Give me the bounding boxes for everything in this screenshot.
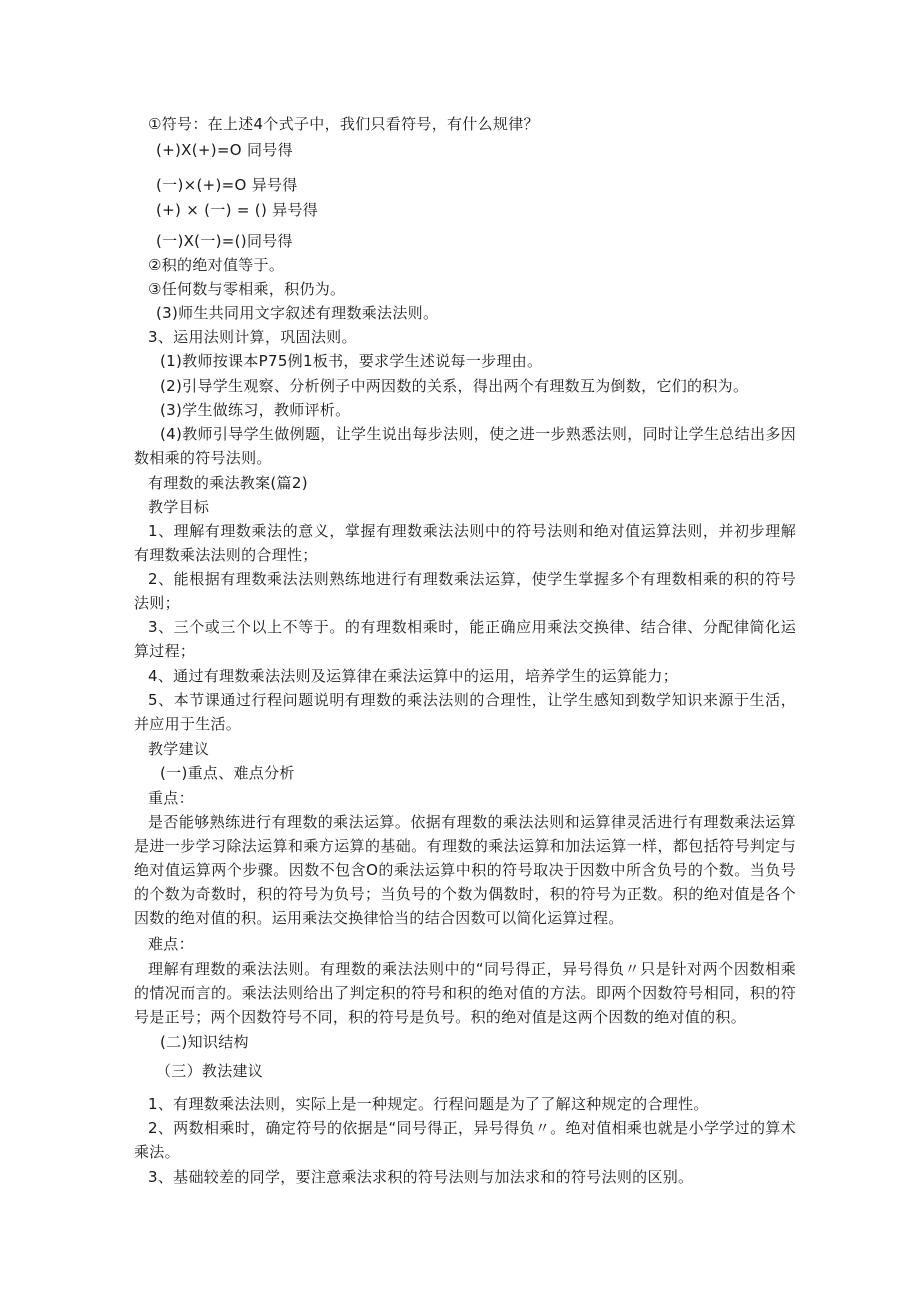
text-line: ①符号：在上述4个式子中，我们只看符号，有什么规律？	[148, 115, 539, 133]
section-title: 有理数的乘法教案(篇2)	[148, 474, 308, 492]
text-line: ③任何数与零相乘，积仍为。	[148, 280, 346, 298]
paragraph: 5、本节课通过行程问题说明有理数的乘法法则的合理性，让学生感知到数学知识来源于生活，并应用于生活。	[134, 691, 796, 733]
paragraph: 是否能够熟练进行有理数的乘法运算。依据有理数的乘法法则和运算律灵活进行有理数乘法运算是进一步学习除法运算和乘方运算的基础。有理数的乘法运算和加法运算一样，都包括符号判定与绝对值运算两个步骤。因数不包含O的乘法运算中积的符号取决于因数中所含负号的个数。当负号的个数为奇数时，积的符号为负号；当负号的个数为偶数时，积的符号为正数。积的绝对值是各个因数的绝对值的积。运用乘法交换律恰当的结合因数可以简化运算过程。	[134, 813, 796, 927]
text-line: (一)X(一)=()同号得	[156, 232, 293, 250]
subheading: (一)重点、难点分析	[160, 764, 295, 782]
text-line: (一)×(+)=O 异号得	[156, 176, 298, 194]
text-line: 3、基础较差的同学，要注意乘法求积的符号法则与加法求和的符号法则的区别。	[148, 1168, 694, 1186]
paragraph: 2、能根据有理数乘法法则熟练地进行有理数乘法运算，使学生掌握多个有理数相乘的积的符号法则；	[134, 570, 796, 612]
label: 难点：	[148, 935, 194, 953]
text-line: (1)教师按课本P75例1板书，要求学生述说每一步理由。	[160, 352, 543, 370]
paragraph: 3、三个或三个以上不等于。的有理数相乘时，能正确应用乘法交换律、结合律、分配律简化运算过程；	[134, 618, 796, 660]
paragraph: 理解有理数的乘法法则。有理数的乘法法则中的“同号得正，异号得负〃只是针对两个因数相乘的情况而言的。乘法法则给出了判定积的符号和积的绝对值的方法。即两个因数符号相同，积的符号是正号；两个因数符号不同，积的符号是负号。积的绝对值是这两个因数的绝对值的积。	[134, 960, 796, 1026]
heading: 教学目标	[148, 498, 210, 516]
text-line: 4、通过有理数乘法法则及运算律在乘法运算中的运用，培养学生的运算能力；	[148, 667, 679, 685]
text-line: ②积的绝对值等于。	[148, 256, 285, 274]
text-line: 1、有理数乘法法则，实际上是一种规定。行程问题是为了了解这种规定的合理性。	[148, 1095, 709, 1113]
paragraph: (4)教师引导学生做例题，让学生说出每步法则，使之进一步熟悉法则，同时让学生总结出多因数相乘的符号法则。	[134, 425, 796, 467]
text-line: (+) × (一) = () 异号得	[156, 201, 319, 219]
heading: 教学建议	[148, 740, 210, 758]
text-line: (3)师生共同用文字叙述有理数乘法法则。	[156, 304, 439, 322]
paragraph: 2、两数相乘时，确定符号的依据是“同号得正，异号得负〃。绝对值相乘也就是小学学过的算术乘法。	[134, 1119, 796, 1161]
paragraph: 1、理解有理数乘法的意义，掌握有理数乘法法则中的符号法则和绝对值运算法则，并初步理解有理数乘法法则的合理性；	[134, 522, 796, 564]
subheading: (二)知识结构	[160, 1033, 249, 1051]
text-line: (+)X(+)=O 同号得	[156, 141, 293, 159]
subheading: （三）教法建议	[156, 1062, 264, 1080]
label: 重点：	[148, 789, 194, 807]
text-line: (2)引导学生观察、分析例子中两因数的关系，得出两个有理数互为倒数，它们的积为。	[160, 377, 749, 395]
text-line: (3)学生做练习，教师评析。	[160, 401, 351, 419]
text-line: 3、运用法则计算，巩固法则。	[148, 328, 357, 346]
